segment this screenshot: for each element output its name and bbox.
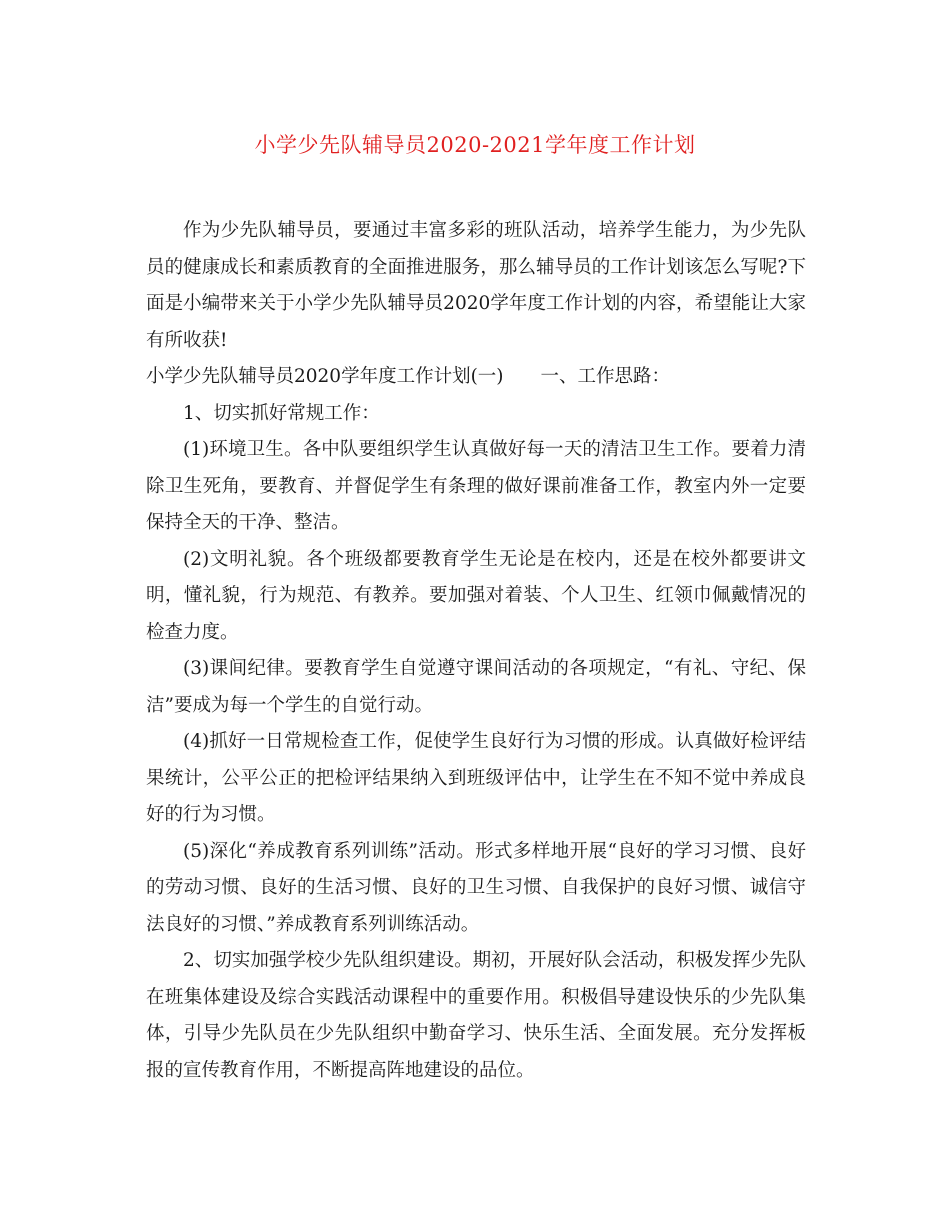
document-body [146, 213, 806, 1089]
paragraph-environment-hygiene: (1)环境卫生。各中队要组织学生认真做好每一天的清洁卫生工作。要着力清除卫生死角，要教育、并督促学生有条理的做好课前准备工作，教室内外一定要保持全天的干净、整洁。 [146, 439, 806, 533]
document-title: 小学少先队辅导员2020-2021学年度工作计划 [254, 133, 696, 157]
paragraph-daily-inspection: (4)抓好一日常规检查工作，促使学生良好行为习惯的形成。认真做好检评结果统计，公平公正的把检评结果纳入到班级评估中，让学生在不知不觉中养成良好的行为习惯。 [146, 731, 806, 825]
paragraph-habit-training: (5)深化“养成教育系列训练”活动。形式多样地开展“良好的学习习惯、良好的劳动习惯、良好的生活习惯、良好的卫生习惯、自我保护的良好习惯、诚信守法良好的习惯、”养成教育系列训练活动。 [146, 840, 806, 935]
paragraph-routine-work: 1、切实抓好常规工作： [183, 402, 380, 424]
intro-paragraph: 作为少先队辅导员，要通过丰富多彩的班队活动，培养学生能力，为少先队员的健康成长和素质教育的全面推进服务，那么辅导员的工作计划该怎么写呢?下面是小编带来关于小学少先队辅导员2020学年度工作计划的内容，希望能让大家有所收获! [146, 220, 806, 351]
paragraph-organization-building: 2、切实加强学校少先队组织建设。期初，开展好队会活动，积极发挥少先队在班集体建设及综合实践活动课程中的重要作用。积极倡导建设快乐的少先队集体，引导少先队员在少先队组织中勤奋学习、快乐生活、全面发展。充分发挥板报的宣传教育作用，不断提高阵地建设的品位。 [146, 950, 806, 1081]
paragraph-break-discipline: (3)课间纪律。要教育学生自觉遵守课间活动的各项规定，“有礼、守纪、保洁”要成为每一个学生的自觉行动。 [146, 658, 806, 716]
paragraph-civility: (2)文明礼貌。各个班级都要教育学生无论是在校内，还是在校外都要讲文明，懂礼貌，行为规范、有教养。要加强对着装、个人卫生、红领巾佩戴情况的检查力度。 [146, 548, 806, 643]
section-heading-plan-one: 小学少先队辅导员2020学年度工作计划(一) 一、工作思路： [146, 366, 671, 387]
